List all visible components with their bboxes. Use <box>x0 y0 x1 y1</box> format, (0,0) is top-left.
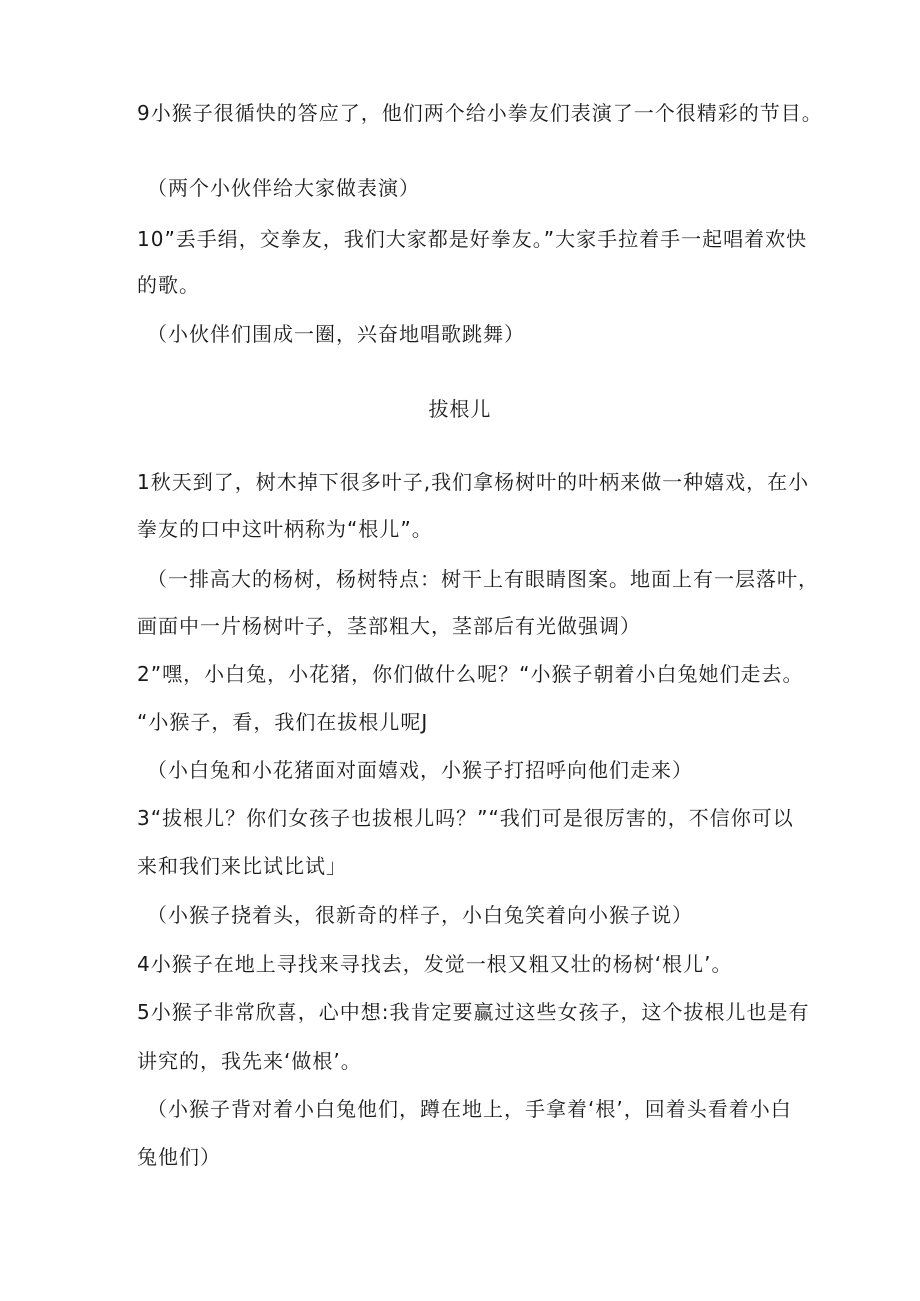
stage-note-2: （小白兔和小花猪面对面嬉戏，小猴子打招呼向他们走来） <box>147 758 693 782</box>
stage-note-10: （小伙伴们围成一圈，兴奋地唱歌跳舞） <box>147 322 525 346</box>
paragraph-1-line-2: 拳友的口中这叶柄称为“根儿”。 <box>137 517 433 541</box>
paragraph-2-line-1: 2”嘿，小白兔，小花猪，你们做什么呢？“小猴子朝着小白兔她们走去。 <box>137 662 804 686</box>
paragraph-5-line-1: 5小猴子非常欣喜，心中想:我肯定要赢过这些女孩子，这个拔根儿也是有 <box>137 1000 810 1024</box>
stage-note-1-line-1: （一排高大的杨树，杨树特点：树干上有眼睛图案。地面上有一层落叶， <box>147 567 819 591</box>
paragraph-3-line-2: 来和我们来比试比试」 <box>137 854 347 878</box>
stage-note-9: （两个小伙伴给大家做表演） <box>147 176 420 200</box>
stage-note-1-line-2: 画面中一片杨树叶子，茎部粗大，茎部后有光做强调） <box>137 614 641 638</box>
paragraph-10-line-2: 的歌。 <box>137 273 200 297</box>
section-title: 拔根儿 <box>428 397 492 421</box>
paragraph-3-line-1: 3“拔根儿？你们女孩子也拔根儿吗？”“我们可是很厉害的，不信你可以 <box>137 806 794 830</box>
paragraph-4: 4小猴子在地上寻找来寻找去，发觉一根又粗又壮的杨树‘根儿’。 <box>137 952 733 976</box>
paragraph-10-line-1: 10”丢手绢，交拳友，我们大家都是好拳友。”大家手拉着手一起唱着欢快 <box>137 227 808 251</box>
stage-note-5-line-1: （小猴子背对着小白兔他们，蹲在地上，手拿着‘根’，回着头看着小白 <box>147 1097 792 1121</box>
paragraph-5-line-2: 讲究的，我先来‘做根’。 <box>137 1049 362 1073</box>
paragraph-1-line-1: 1秋天到了，树木掉下很多叶子,我们拿杨树叶的叶柄来做一种嬉戏，在小 <box>137 470 810 494</box>
stage-note-3: （小猴子挠着头，很新奇的样子，小白兔笑着向小猴子说） <box>147 903 693 927</box>
paragraph-2-line-2: “小猴子，看，我们在拔根儿呢J <box>137 710 429 734</box>
paragraph-9: 9小猴子很循快的答应了，他们两个给小拳友们表演了一个很精彩的节目。 <box>137 101 823 125</box>
stage-note-5-line-2: 兔他们） <box>137 1145 221 1169</box>
